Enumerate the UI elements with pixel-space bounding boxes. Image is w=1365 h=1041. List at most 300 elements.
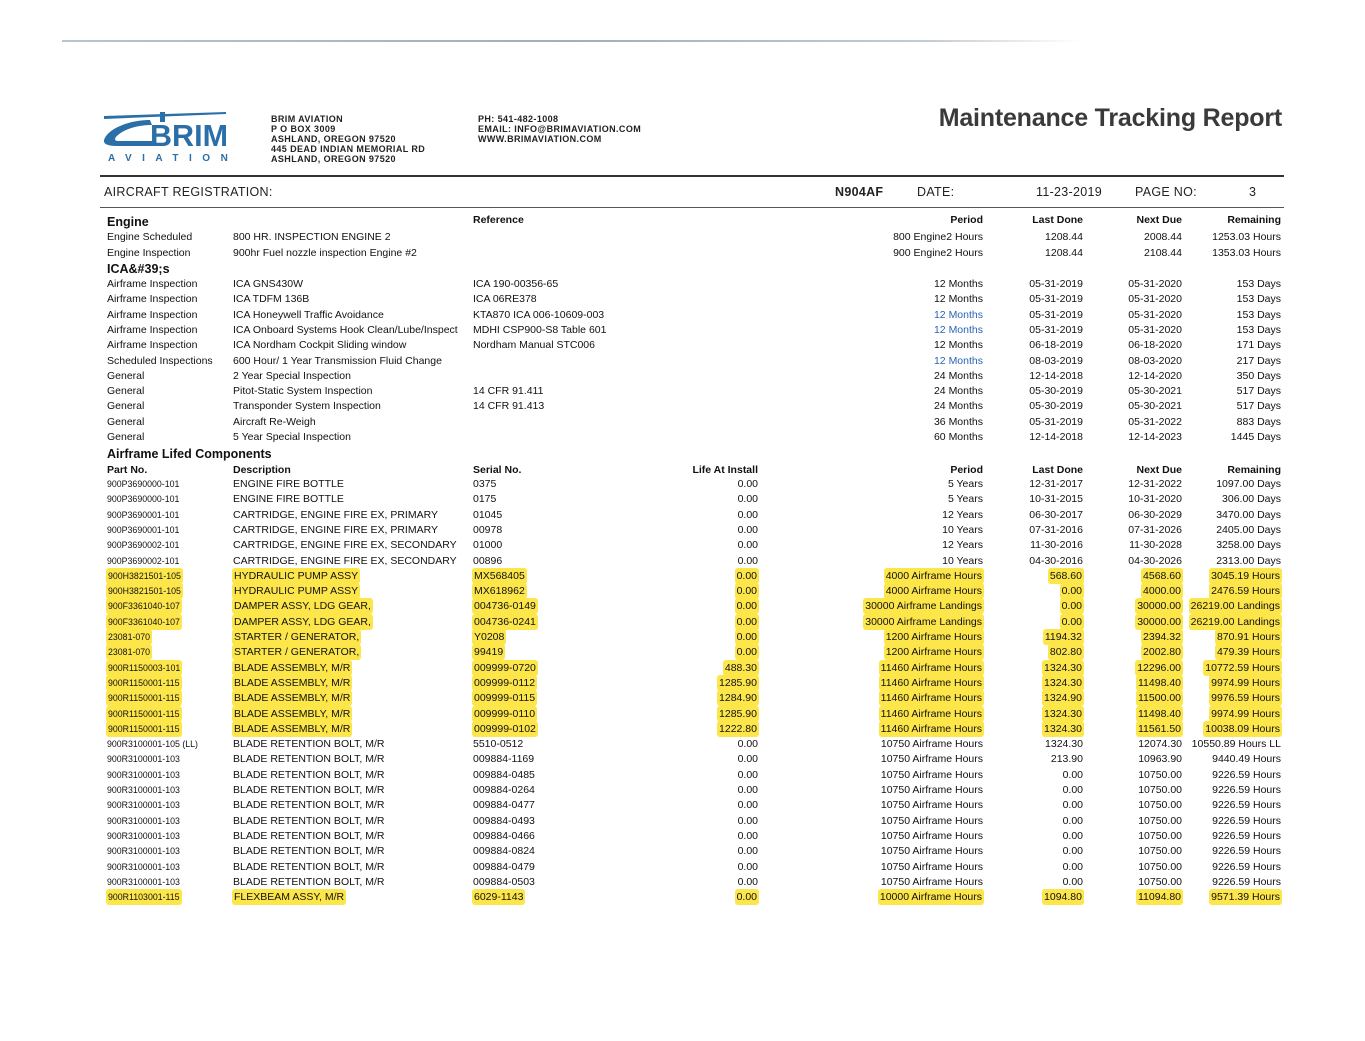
remaining-cell: 2476.59 Hours [1211, 585, 1280, 598]
engine-row [0, 230, 1365, 245]
part-no-cell: 900P3690002-101 [107, 540, 180, 551]
date-label: DATE: [917, 185, 955, 199]
next-due-cell: 2394.32 [1143, 631, 1181, 643]
header-next-due: Next Due [1136, 214, 1182, 226]
life-at-install-cell: 1222.80 [719, 722, 757, 735]
period-cell: 12 Months [933, 278, 983, 290]
remaining-cell: 9226.59 Hours [1212, 814, 1281, 827]
life-at-install-cell: 0.00 [736, 646, 757, 659]
part-no-cell: 900R3100001-103 [107, 861, 180, 872]
helicopter-logo-icon [100, 108, 232, 152]
scan-artifact-rule [62, 40, 1082, 42]
ica-row [0, 277, 1365, 292]
next-due-cell: 12074.30 [1138, 738, 1182, 751]
remaining-cell: 517 Days [1236, 400, 1281, 413]
next-due-cell: 04-30-2026 [1128, 554, 1182, 567]
last-done-cell: 0.00 [1062, 829, 1083, 842]
remaining-cell: 9226.59 Hours [1212, 768, 1281, 781]
serial-no-cell: 009884-0479 [473, 860, 535, 873]
ica-row [0, 415, 1365, 430]
category-cell: Engine Scheduled [107, 231, 193, 243]
description-cell: BLADE ASSEMBLY, M/R [234, 676, 351, 689]
part-no-cell: 900R1150001-115 [108, 693, 180, 704]
last-done-cell: 05-30-2019 [1029, 400, 1083, 413]
last-done-cell: 0.00 [1061, 615, 1082, 628]
description-cell: STARTER / GENERATOR, [234, 631, 360, 643]
description-cell: BLADE ASSEMBLY, M/R [234, 692, 351, 705]
component-row [0, 492, 1365, 507]
next-due-cell: 10-31-2020 [1128, 493, 1182, 506]
ica-row [0, 384, 1365, 399]
description-cell: BLADE ASSEMBLY, M/R [234, 722, 351, 735]
remaining-cell: 517 Days [1236, 385, 1281, 398]
component-row [0, 829, 1365, 844]
next-due-cell: 08-03-2020 [1128, 354, 1182, 367]
next-due-cell: 11094.80 [1137, 891, 1181, 904]
date-value: 11-23-2019 [1036, 185, 1103, 199]
phone: PH: 541-482-1008 [478, 114, 559, 124]
remaining-cell: 1097.00 Days [1216, 478, 1281, 490]
serial-no-cell: 5510-0512 [473, 738, 524, 751]
component-row [0, 676, 1365, 691]
period-cell: 10750 Airframe Hours [880, 829, 983, 842]
remaining-cell: 153 Days [1236, 293, 1281, 306]
life-at-install-cell: 0.00 [736, 631, 757, 643]
next-due-cell: 10750.00 [1138, 860, 1182, 873]
last-done-cell: 1324.30 [1044, 722, 1082, 735]
remaining-cell: 10772.59 Hours [1205, 661, 1280, 674]
header-remaining: Remaining [1227, 214, 1281, 226]
life-at-install-cell: 0.00 [736, 600, 757, 613]
next-due-cell: 11561.50 [1137, 722, 1181, 735]
last-done-cell: 1324.90 [1044, 692, 1082, 705]
last-done-cell: 05-31-2019 [1029, 293, 1083, 306]
period-cell: 10750 Airframe Hours [880, 768, 983, 781]
description-cell: ICA Nordham Cockpit Sliding window [233, 339, 407, 352]
last-done-cell: 0.00 [1062, 784, 1083, 796]
next-due-cell: 11498.40 [1137, 707, 1181, 720]
part-no-cell: 23081-070 [108, 647, 151, 658]
remaining-cell: 217 Days [1236, 354, 1281, 367]
last-done-cell: 1324.30 [1045, 738, 1083, 751]
next-due-cell: 4568.60 [1143, 569, 1181, 582]
part-no-cell: 900R1150001-115 [108, 677, 180, 688]
remaining-cell: 306.00 Days [1222, 493, 1281, 506]
last-done-cell: 0.00 [1062, 814, 1083, 827]
life-at-install-cell: 0.00 [737, 493, 758, 506]
component-row [0, 737, 1365, 752]
header-life-at-install: Life At Install [692, 464, 758, 476]
ica-row [0, 308, 1365, 323]
next-due-cell: 05-30-2021 [1128, 400, 1182, 413]
serial-no-cell: 009884-0477 [473, 799, 535, 812]
company-address [271, 114, 425, 164]
next-due-cell: 30000.00 [1137, 600, 1181, 613]
next-due-cell: 10750.00 [1138, 768, 1182, 781]
category-cell: Scheduled Inspections [107, 354, 213, 367]
serial-no-cell: 009884-1169 [473, 753, 535, 766]
header-next-due: Next Due [1136, 464, 1182, 476]
life-at-install-cell: 0.00 [736, 615, 757, 628]
part-no-cell: 900R1150001-115 [108, 723, 180, 734]
next-due-cell: 05-31-2020 [1128, 308, 1182, 321]
component-row [0, 844, 1365, 859]
serial-no-cell: 0375 [473, 478, 497, 490]
category-cell: Airframe Inspection [107, 323, 198, 336]
last-done-cell: 05-31-2019 [1029, 278, 1083, 290]
category-cell: General [107, 431, 145, 443]
period-cell: 24 Months [933, 369, 983, 382]
remaining-cell: 479.39 Hours [1216, 646, 1280, 659]
description-cell: BLADE RETENTION BOLT, M/R [233, 784, 385, 796]
life-at-install-cell: 0.00 [737, 768, 758, 781]
last-done-cell: 05-31-2019 [1029, 323, 1083, 336]
description-cell: ICA Onboard Systems Hook Clean/Lube/Inspect [233, 323, 458, 336]
component-row [0, 630, 1365, 645]
description-cell: BLADE RETENTION BOLT, M/R [233, 799, 385, 812]
period-cell: 12 Months [933, 323, 983, 336]
page-value: 3 [1249, 185, 1257, 199]
component-row [0, 615, 1365, 630]
last-done-cell: 1324.30 [1044, 707, 1082, 720]
next-due-cell: 2108.44 [1144, 246, 1182, 259]
description-cell: CARTRIDGE, ENGINE FIRE EX, SECONDARY [233, 554, 457, 567]
description-cell: 900hr Fuel nozzle inspection Engine #2 [233, 246, 417, 259]
last-done-cell: 0.00 [1062, 860, 1083, 873]
last-done-cell: 05-31-2019 [1029, 415, 1083, 428]
engine-header-row [0, 213, 1365, 228]
last-done-cell: 0.00 [1061, 600, 1082, 613]
remaining-cell: 3258.00 Days [1216, 539, 1281, 552]
description-cell: BLADE RETENTION BOLT, M/R [233, 768, 385, 781]
serial-no-cell: 009884-0824 [473, 845, 535, 858]
part-no-cell: 900R3100001-103 [107, 785, 180, 795]
life-at-install-cell: 0.00 [737, 753, 758, 766]
next-due-cell: 06-30-2029 [1128, 508, 1182, 521]
part-no-cell: 900H3821501-105 [108, 586, 181, 597]
period-cell: 24 Months [933, 400, 983, 413]
component-row [0, 752, 1365, 767]
description-cell: 800 HR. INSPECTION ENGINE 2 [233, 231, 391, 243]
period-cell: 10000 Airframe Hours [879, 891, 982, 904]
description-cell: DAMPER ASSY, LDG GEAR, [234, 615, 371, 628]
period-cell: 30000 Airframe Landings [865, 600, 982, 613]
description-cell: BLADE RETENTION BOLT, M/R [233, 738, 385, 751]
part-no-cell: 900F3361040-107 [108, 601, 180, 612]
description-cell: BLADE RETENTION BOLT, M/R [233, 860, 385, 873]
component-row [0, 768, 1365, 783]
remaining-cell: 153 Days [1236, 323, 1281, 336]
life-at-install-cell: 0.00 [737, 539, 758, 552]
registration-label: AIRCRAFT REGISTRATION: [104, 185, 273, 199]
component-row [0, 798, 1365, 813]
address-line: 445 DEAD INDIAN MEMORIAL RD [271, 144, 426, 154]
period-cell: 800 Engine2 Hours [893, 231, 983, 243]
next-due-cell: 11-30-2028 [1129, 539, 1182, 552]
serial-no-cell: 009999-0102 [474, 722, 536, 735]
category-cell: Airframe Inspection [107, 339, 198, 352]
period-cell: 1200 Airframe Hours [885, 631, 982, 643]
remaining-cell: 3045.19 Hours [1211, 569, 1280, 582]
description-cell: DAMPER ASSY, LDG GEAR, [234, 600, 371, 613]
component-row [0, 722, 1365, 737]
life-at-install-cell: 488.30 [724, 661, 757, 674]
part-no-cell: 900R3100001-103 [107, 800, 180, 811]
header-last-done: Last Done [1032, 464, 1083, 476]
part-no-cell: 900R3100001-103 [107, 769, 180, 780]
description-cell: ICA TDFM 136B [233, 293, 310, 306]
life-at-install-cell: 0.00 [737, 478, 758, 490]
part-no-cell: 900P3690002-101 [107, 555, 180, 566]
component-row [0, 661, 1365, 676]
ica-row [0, 399, 1365, 414]
address-line: ASHLAND, OREGON 97520 [271, 154, 396, 164]
reference-cell: Nordham Manual STC006 [473, 339, 595, 352]
period-cell: 12 Months [933, 293, 983, 306]
life-at-install-cell: 0.00 [737, 508, 758, 521]
category-cell: General [107, 385, 145, 398]
next-due-cell: 2008.44 [1144, 231, 1182, 243]
serial-no-cell: 99419 [474, 646, 504, 659]
serial-no-cell: Y0208 [474, 631, 505, 643]
header-remaining: Remaining [1227, 464, 1281, 476]
life-at-install-cell: 0.00 [737, 784, 758, 796]
last-done-cell: 1194.32 [1044, 631, 1082, 643]
remaining-cell: 9974.99 Hours [1211, 707, 1280, 720]
period-cell: 12 Months [933, 339, 983, 352]
last-done-cell: 568.60 [1049, 569, 1082, 582]
serial-no-cell: 004736-0241 [474, 615, 536, 628]
next-due-cell: 07-31-2026 [1128, 523, 1182, 536]
next-due-cell: 05-31-2020 [1128, 278, 1182, 290]
remaining-cell: 26219.00 Landings [1190, 600, 1280, 613]
part-no-cell: 900P3690001-101 [107, 509, 180, 520]
next-due-cell: 10750.00 [1138, 814, 1182, 827]
next-due-cell: 12-14-2023 [1128, 431, 1182, 443]
serial-no-cell: 0175 [473, 493, 497, 506]
last-done-cell: 0.00 [1062, 875, 1083, 888]
next-due-cell: 2002.80 [1143, 646, 1181, 659]
header-serial-no: Serial No. [473, 464, 522, 476]
period-cell: 11460 Airframe Hours [880, 676, 982, 689]
category-cell: General [107, 415, 145, 428]
remaining-cell: 870.91 Hours [1216, 631, 1280, 643]
serial-no-cell: 009999-0115 [474, 692, 536, 705]
last-done-cell: 06-18-2019 [1029, 339, 1083, 352]
serial-no-cell: MX568405 [474, 569, 525, 582]
next-due-cell: 05-31-2020 [1128, 293, 1182, 306]
last-done-cell: 0.00 [1062, 799, 1083, 812]
serial-no-cell: 004736-0149 [474, 600, 536, 613]
remaining-cell: 171 Days [1236, 339, 1281, 352]
email: EMAIL: INFO@BRIMAVIATION.COM [478, 124, 642, 134]
next-due-cell: 10750.00 [1138, 845, 1182, 858]
period-cell: 4000 Airframe Hours [885, 569, 982, 582]
life-at-install-cell: 0.00 [736, 569, 757, 582]
serial-no-cell: 6029-1143 [474, 891, 524, 904]
period-cell: 5 Years [947, 493, 983, 506]
category-cell: General [107, 400, 145, 413]
ica-row [0, 323, 1365, 338]
logo-subtext: AVIATION [108, 153, 239, 164]
registration-bar [0, 180, 1365, 204]
engine-section-title: Engine [107, 215, 149, 229]
period-cell: 12 Months [933, 308, 983, 321]
category-cell: Airframe Inspection [107, 293, 198, 306]
header-part-no: Part No. [107, 464, 148, 476]
part-no-cell: 900R1103001-115 [108, 892, 180, 903]
description-cell: CARTRIDGE, ENGINE FIRE EX, SECONDARY [233, 539, 457, 552]
description-cell: FLEXBEAM ASSY, M/R [234, 891, 345, 904]
registration-divider [100, 207, 1284, 208]
part-no-cell: 900R3100001-103 [107, 754, 180, 765]
reference-cell: 14 CFR 91.411 [473, 385, 544, 398]
part-no-cell: 900R1150003-101 [108, 662, 181, 673]
period-cell: 10750 Airframe Hours [880, 784, 983, 796]
next-due-cell: 05-31-2022 [1128, 415, 1182, 428]
period-cell: 4000 Airframe Hours [885, 585, 982, 598]
next-due-cell: 10750.00 [1138, 784, 1182, 796]
remaining-cell: 9226.59 Hours [1212, 860, 1281, 873]
logo-text: BRIM [150, 118, 228, 152]
part-no-cell: 900R3100001-103 [107, 830, 180, 841]
serial-no-cell: 009884-0493 [473, 814, 535, 827]
period-cell: 30000 Airframe Landings [865, 615, 982, 628]
serial-no-cell: 009999-0110 [474, 707, 536, 720]
period-cell: 12 Years [942, 539, 983, 552]
period-cell: 10750 Airframe Hours [880, 875, 983, 888]
serial-no-cell: 009884-0503 [473, 875, 535, 888]
ica-row [0, 338, 1365, 353]
description-cell: CARTRIDGE, ENGINE FIRE EX, PRIMARY [233, 508, 438, 521]
description-cell: 5 Year Special Inspection [233, 431, 351, 443]
component-row [0, 875, 1365, 890]
component-row [0, 645, 1365, 660]
remaining-cell: 9226.59 Hours [1212, 799, 1281, 812]
remaining-cell: 350 Days [1236, 369, 1281, 382]
period-cell: 5 Years [947, 478, 983, 490]
report-title: Maintenance Tracking Report [938, 104, 1282, 132]
serial-no-cell: 00978 [473, 523, 503, 536]
last-done-cell: 12-14-2018 [1029, 431, 1083, 443]
remaining-cell: 153 Days [1236, 278, 1281, 290]
ica-row [0, 354, 1365, 369]
period-cell: 24 Months [933, 385, 983, 398]
part-no-cell: 900R3100001-103 [107, 815, 180, 826]
period-cell: 10750 Airframe Hours [880, 753, 983, 766]
component-row [0, 554, 1365, 569]
description-cell: ENGINE FIRE BOTTLE [233, 478, 344, 490]
description-cell: ICA GNS430W [233, 278, 304, 290]
last-done-cell: 1208.44 [1045, 246, 1083, 259]
component-row [0, 707, 1365, 722]
description-cell: BLADE RETENTION BOLT, M/R [233, 753, 385, 766]
life-at-install-cell: 0.00 [737, 738, 758, 751]
next-due-cell: 05-31-2020 [1128, 323, 1182, 336]
ica-row [0, 369, 1365, 384]
part-no-cell: 900P3690000-101 [107, 494, 180, 505]
last-done-cell: 12-14-2018 [1029, 369, 1083, 382]
last-done-cell: 07-31-2016 [1029, 523, 1083, 536]
remaining-cell: 26219.00 Landings [1190, 615, 1280, 628]
period-cell: 10750 Airframe Hours [880, 738, 983, 751]
life-at-install-cell: 0.00 [737, 875, 758, 888]
next-due-cell: 10750.00 [1138, 875, 1182, 888]
reference-cell: KTA870 ICA 006-10609-003 [473, 308, 605, 321]
component-row [0, 814, 1365, 829]
life-at-install-cell: 0.00 [737, 523, 758, 536]
serial-no-cell: 009999-0112 [474, 676, 536, 689]
life-at-install-cell: 0.00 [737, 814, 758, 827]
remaining-cell: 3470.00 Days [1216, 508, 1281, 521]
part-no-cell: 900R3100001-105 (LL) [107, 739, 198, 750]
component-row [0, 860, 1365, 875]
description-cell: BLADE RETENTION BOLT, M/R [233, 829, 385, 842]
description-cell: BLADE RETENTION BOLT, M/R [233, 845, 385, 858]
life-at-install-cell: 0.00 [737, 799, 758, 812]
next-due-cell: 11500.00 [1137, 692, 1181, 705]
component-row [0, 569, 1365, 584]
last-done-cell: 11-30-2016 [1030, 539, 1083, 552]
period-cell: 10 Years [942, 523, 983, 536]
remaining-cell: 9226.59 Hours [1212, 845, 1281, 858]
serial-no-cell: 009884-0466 [473, 829, 535, 842]
page-label: PAGE NO: [1135, 185, 1197, 199]
remaining-cell: 153 Days [1236, 308, 1281, 321]
company-contact [478, 114, 641, 144]
description-cell: BLADE ASSEMBLY, M/R [234, 707, 351, 720]
header-period: Period [950, 214, 983, 226]
description-cell: BLADE ASSEMBLY, M/R [234, 661, 351, 674]
company-logo [100, 108, 239, 166]
category-cell: General [107, 369, 145, 382]
component-row [0, 691, 1365, 706]
next-due-cell: 10750.00 [1138, 799, 1182, 812]
period-cell: 10 Years [942, 554, 983, 567]
part-no-cell: 900P3690001-101 [107, 524, 180, 535]
description-cell: Transponder System Inspection [233, 400, 381, 413]
component-row [0, 538, 1365, 553]
last-done-cell: 1094.80 [1044, 891, 1082, 904]
description-cell: HYDRAULIC PUMP ASSY [234, 585, 359, 598]
description-cell: HYDRAULIC PUMP ASSY [234, 569, 359, 582]
life-at-install-cell: 1285.90 [719, 707, 757, 720]
website: WWW.BRIMAVIATION.COM [478, 134, 602, 144]
remaining-cell: 1353.03 Hours [1212, 246, 1281, 259]
engine-row [0, 246, 1365, 261]
period-cell: 12 Years [942, 508, 983, 521]
period-cell: 12 Months [933, 354, 983, 367]
serial-no-cell: 01000 [473, 539, 503, 552]
last-done-cell: 1208.44 [1045, 231, 1083, 243]
component-row [0, 523, 1365, 538]
next-due-cell: 12-31-2022 [1128, 478, 1182, 490]
life-at-install-cell: 0.00 [737, 829, 758, 842]
description-cell: 2 Year Special Inspection [233, 369, 351, 382]
description-cell: ICA Honeywell Traffic Avoidance [233, 308, 384, 321]
address-line: ASHLAND, OREGON 97520 [271, 134, 396, 144]
component-row [0, 599, 1365, 614]
last-done-cell: 0.00 [1062, 845, 1083, 858]
description-cell: BLADE RETENTION BOLT, M/R [233, 875, 385, 888]
period-cell: 1200 Airframe Hours [885, 646, 982, 659]
period-cell: 36 Months [933, 415, 983, 428]
reference-cell: ICA 190-00356-65 [473, 278, 559, 290]
period-cell: 11460 Airframe Hours [880, 661, 982, 674]
serial-no-cell: MX618962 [474, 585, 525, 598]
components-section-title: Airframe Lifed Components [107, 447, 272, 461]
remaining-cell: 10550.89 Hours LL [1191, 738, 1281, 751]
